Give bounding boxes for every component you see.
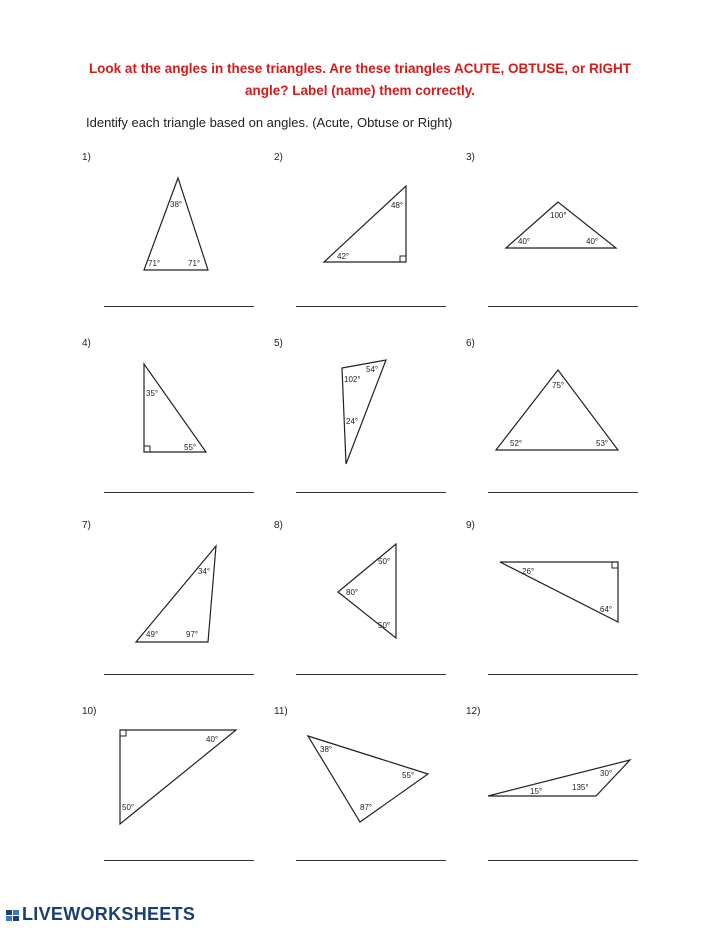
- problem-number: 5): [274, 338, 283, 349]
- angle-label: 26°: [522, 567, 535, 576]
- angle-label: 75°: [552, 381, 565, 390]
- angle-label: 50°: [122, 803, 135, 812]
- problem-5: [274, 338, 472, 518]
- problem-7: [82, 520, 280, 700]
- angle-label: 50°: [378, 621, 391, 630]
- angle-label: 54°: [366, 365, 379, 374]
- problem-9: [466, 520, 664, 700]
- problem-4: [82, 338, 280, 518]
- angle-label: 71°: [148, 259, 161, 268]
- answer-input[interactable]: [488, 656, 638, 675]
- answer-input[interactable]: [296, 842, 446, 861]
- answer-input[interactable]: [296, 656, 446, 675]
- angle-label: 48°: [391, 201, 404, 210]
- answer-input[interactable]: [104, 842, 254, 861]
- problem-6: [466, 338, 664, 518]
- angle-label: 49°: [146, 630, 159, 639]
- angle-label: 30°: [600, 769, 613, 778]
- footer-brand: [6, 904, 195, 925]
- answer-input[interactable]: [104, 288, 254, 307]
- angle-label: 55°: [402, 771, 415, 780]
- problem-number: 6): [466, 338, 475, 349]
- angle-label: 55°: [184, 443, 197, 452]
- problem-8: [274, 520, 472, 700]
- problem-number: 4): [82, 338, 91, 349]
- problem-number: 10): [82, 706, 97, 717]
- angle-label: 42°: [337, 252, 350, 261]
- liveworksheets-logo-icon: [6, 908, 20, 922]
- answer-input[interactable]: [488, 288, 638, 307]
- problem-number: 11): [274, 706, 288, 717]
- angle-label: 71°: [188, 259, 201, 268]
- angle-label: 40°: [586, 237, 599, 246]
- angle-label: 102°: [344, 375, 361, 384]
- angle-label: 38°: [320, 745, 333, 754]
- problem-number: 8): [274, 520, 283, 531]
- problem-11: [274, 706, 472, 886]
- answer-input[interactable]: [296, 474, 446, 493]
- instruction-line-1: Look at the angles in these triangles. Are these triangles ACUTE, OBTUSE, or RIGHT: [88, 61, 632, 76]
- angle-label: 53°: [596, 439, 609, 448]
- answer-input[interactable]: [296, 288, 446, 307]
- problem-2: [274, 152, 472, 332]
- brand-name: LIVEWORKSHEETS: [22, 904, 196, 924]
- angle-label: 135°: [572, 783, 589, 792]
- instruction-line-2: angle? Label (name) them correctly.: [244, 83, 476, 98]
- angle-label: 40°: [518, 237, 531, 246]
- problem-number: 1): [82, 152, 91, 163]
- instruction-text: [40, 58, 680, 102]
- problem-12: [466, 706, 664, 886]
- answer-input[interactable]: [488, 842, 638, 861]
- angle-label: 35°: [146, 389, 159, 398]
- angle-label: 80°: [346, 588, 359, 597]
- worksheet-prompt: Identify each triangle based on angles. (Acute, Obtuse or Right): [86, 115, 453, 130]
- answer-input[interactable]: [104, 474, 254, 493]
- angle-label: 15°: [530, 787, 543, 796]
- angle-label: 87°: [360, 803, 373, 812]
- angle-label: 52°: [510, 439, 523, 448]
- problem-3: [466, 152, 664, 332]
- problem-number: 3): [466, 152, 475, 163]
- angle-label: 50°: [378, 557, 391, 566]
- angle-label: 64°: [600, 605, 613, 614]
- angle-label: 100°: [550, 211, 567, 220]
- problem-number: 7): [82, 520, 91, 531]
- angle-label: 40°: [206, 735, 219, 744]
- problem-1: [82, 152, 280, 332]
- problem-number: 2): [274, 152, 283, 163]
- angle-label: 38°: [170, 200, 183, 209]
- problem-10: [82, 706, 280, 886]
- angle-label: 97°: [186, 630, 199, 639]
- angle-label: 24°: [346, 417, 359, 426]
- problem-number: 9): [466, 520, 475, 531]
- answer-input[interactable]: [488, 474, 638, 493]
- angle-label: 34°: [198, 567, 211, 576]
- problem-number: 12): [466, 706, 481, 717]
- answer-input[interactable]: [104, 656, 254, 675]
